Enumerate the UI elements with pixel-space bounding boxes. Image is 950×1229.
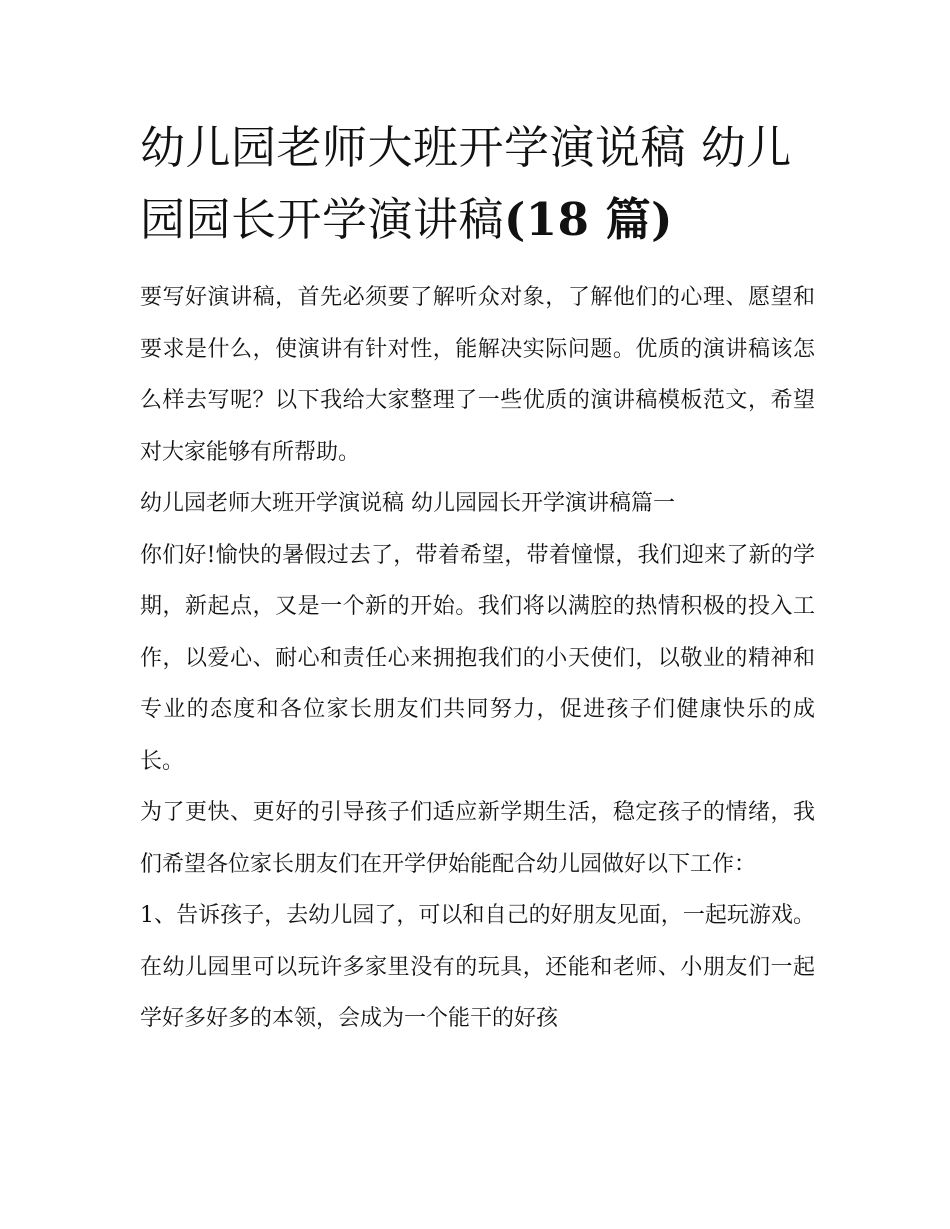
list-item-1: 1、告诉孩子，去幼儿园了，可以和自己的好朋友见面，一起玩游戏。在幼儿园里可以玩许多家里没有的玩具，还能和老师、小朋友们一起学好多好多的本领，会成为一个能干的好孩: [140, 903, 815, 1031]
document-title-text: 幼儿园老师大班开学演说稿 幼儿园园长开学演讲稿: [140, 121, 792, 246]
document-title: [140, 112, 815, 256]
intro-paragraph: 要写好演讲稿，首先必须要了解听众对象，了解他们的心理、愿望和要求是什么，使演讲有针对性，能解决实际问题。优质的演讲稿该怎么样去写呢？以下我给大家整理了一些优质的演讲稿模板范文，希望对大家能够有所帮助。: [140, 285, 815, 465]
document-body: [140, 112, 815, 1045]
greeting-paragraph: 你们好!愉快的暑假过去了，带着希望，带着憧憬，我们迎来了新的学期，新起点，又是一个新的开始。我们将以满腔的热情积极的投入工作，以爱心、耐心和责任心来拥抱我们的小天使们，以敬业的精神和专业的态度和各位家长朋友们共同努力，促进孩子们健康快乐的成长。: [140, 542, 815, 774]
document-title-count: (18 篇): [504, 193, 673, 246]
request-paragraph: 为了更快、更好的引导孩子们适应新学期生活，稳定孩子的情绪，我们希望各位家长朋友们在开学伊始能配合幼儿园做好以下工作：: [140, 800, 815, 877]
section-heading: 幼儿园老师大班开学演说稿 幼儿园园长开学演讲稿篇一: [140, 491, 675, 516]
